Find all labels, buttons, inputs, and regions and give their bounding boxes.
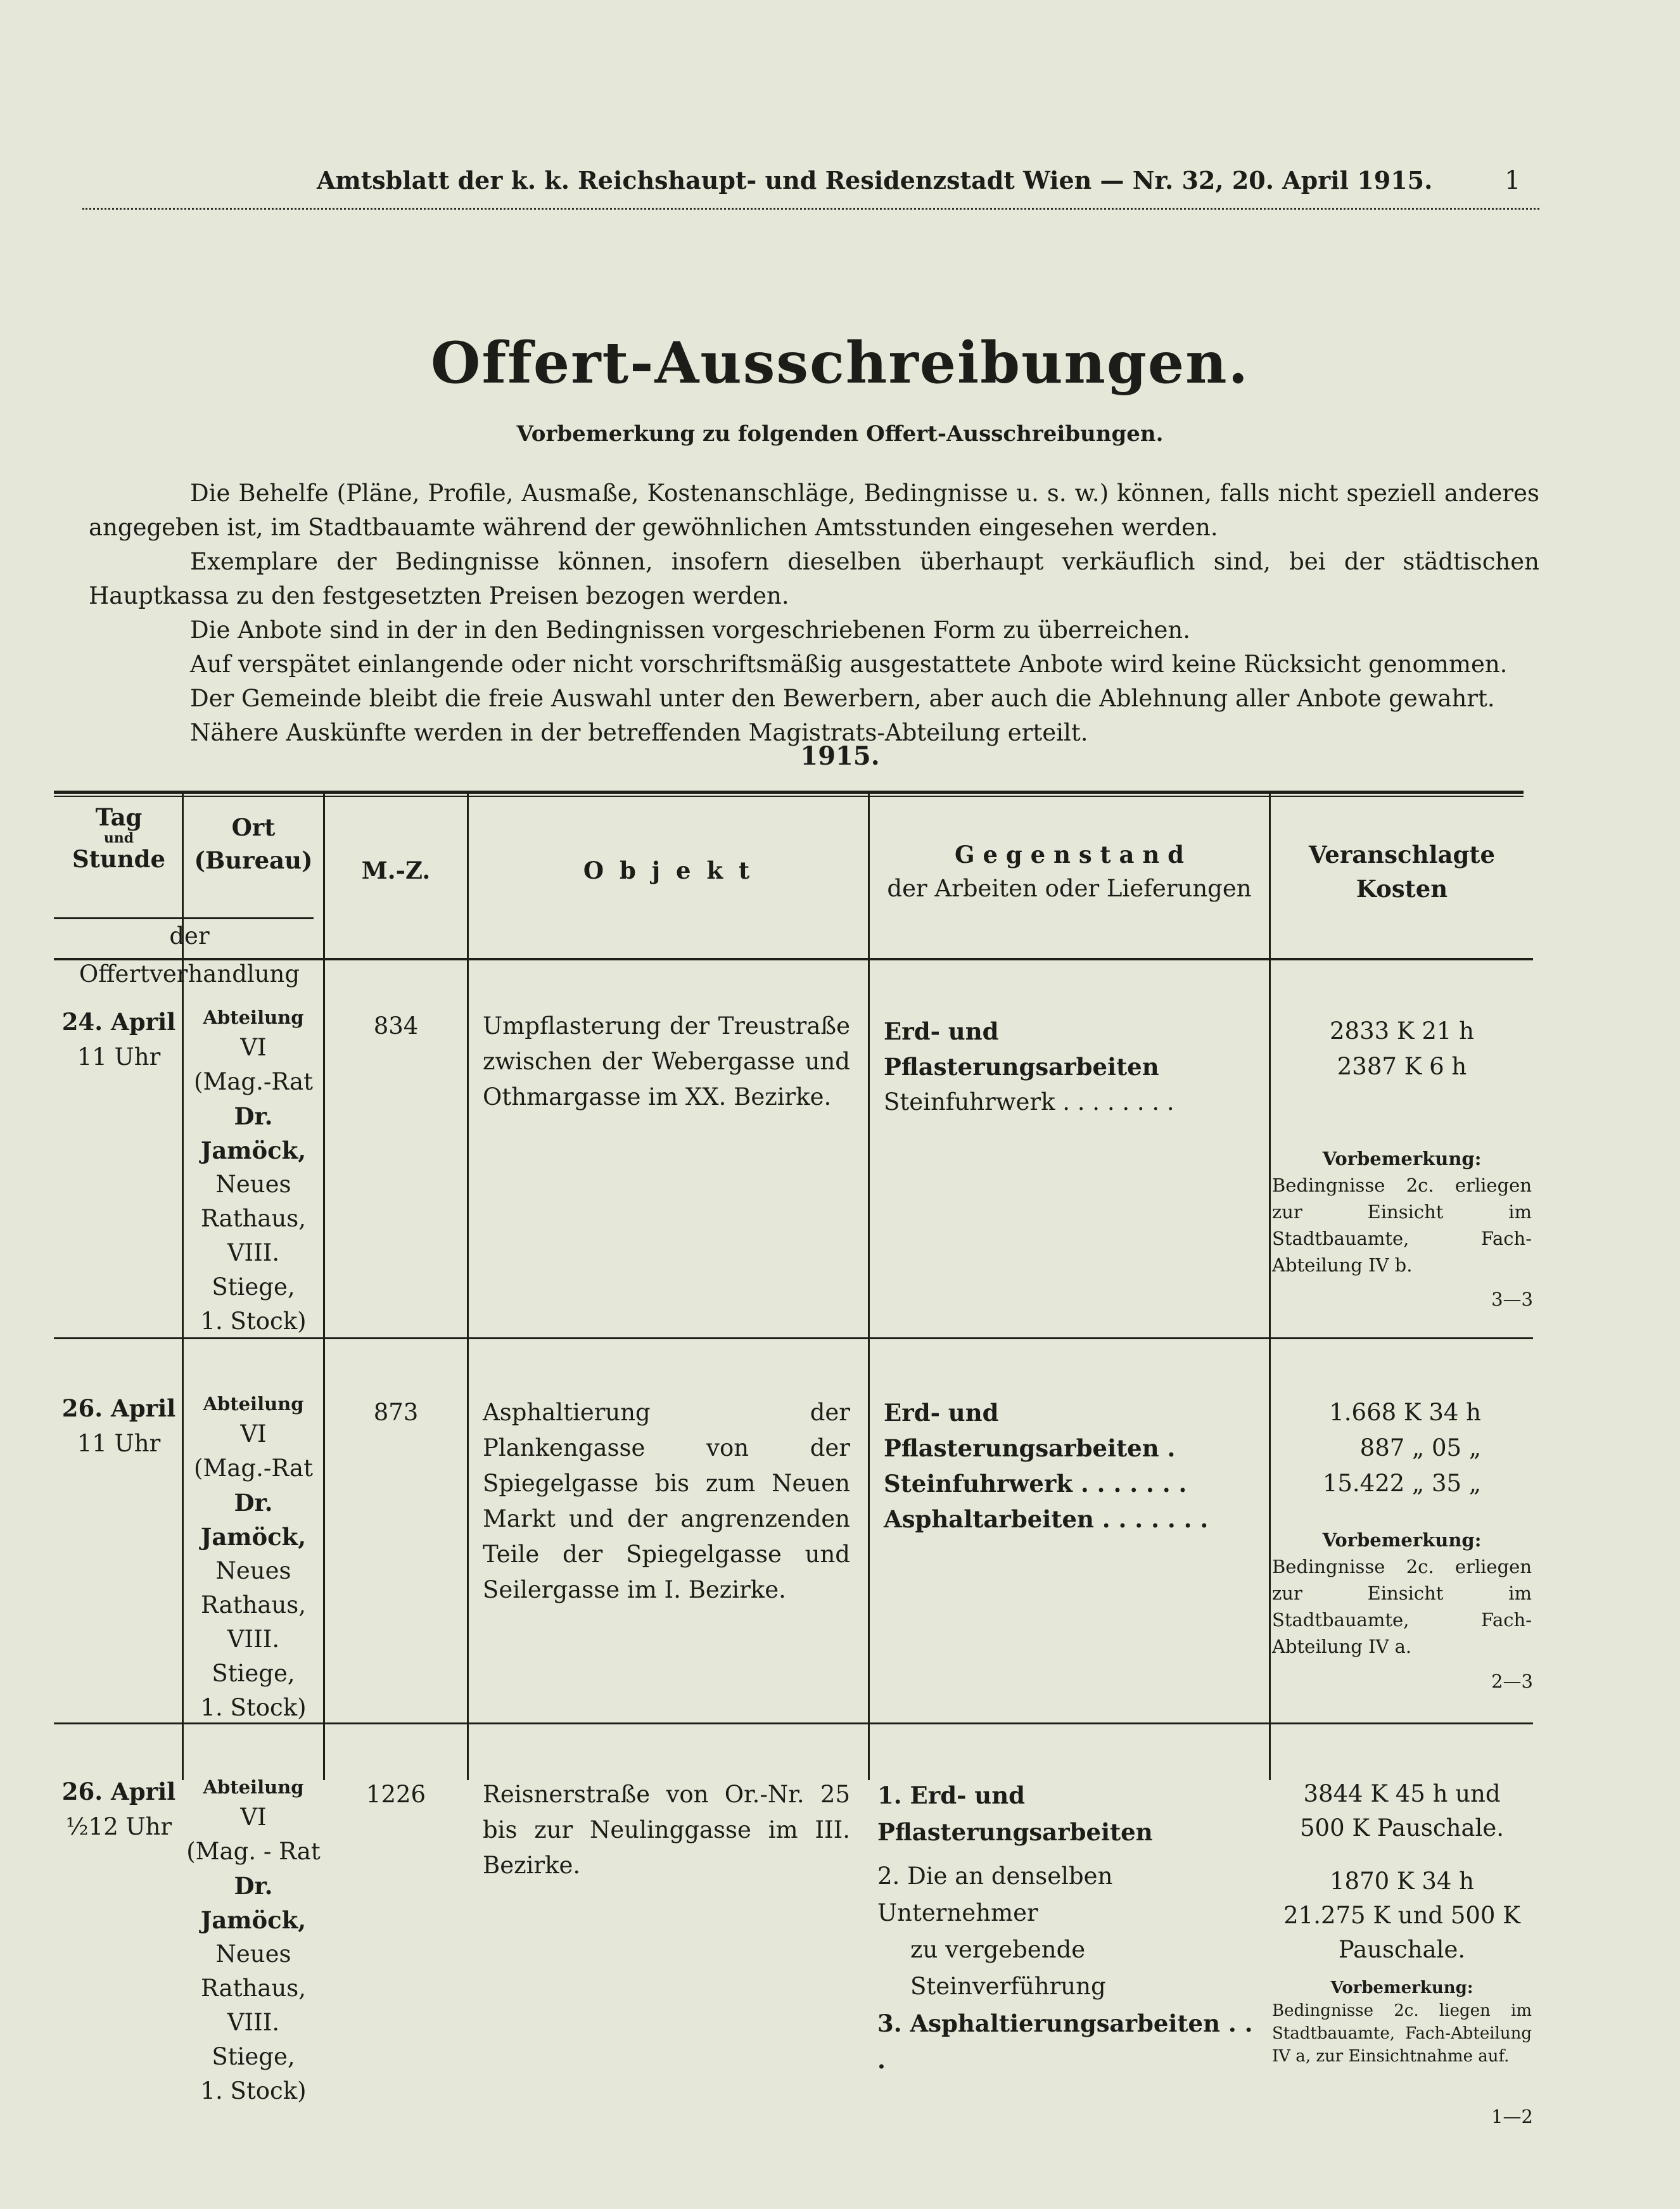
row1-ort-line: Abteilung bbox=[203, 1007, 304, 1028]
page-title: Offert-Ausschreibungen. bbox=[431, 329, 1249, 397]
row1-date: 24. April bbox=[61, 1008, 176, 1036]
table-top-rule-2 bbox=[54, 796, 1524, 797]
row3-cost: 21.275 K und 500 K bbox=[1283, 1902, 1520, 1929]
row1-cost: 2833 K 21 h bbox=[1330, 1017, 1474, 1045]
intro-paragraph: Nähere Auskünfte werden in der betreffenden Magistrats-Abteilung erteilt. bbox=[190, 719, 1088, 746]
row3-vorbemerkung-title: Vorbemerkung: bbox=[1330, 1978, 1473, 1997]
row3-item: zu vergebende Steinverführung bbox=[910, 1936, 1106, 2000]
row2-ort-line: Abteilung bbox=[203, 1393, 304, 1415]
row2-ort-line: VIII. bbox=[227, 1626, 280, 1653]
row3-ort-line: Rathaus, bbox=[200, 1975, 307, 2002]
row3-tag bbox=[57, 1774, 181, 1845]
row2-cost: 15.422 „ 35 „ bbox=[1322, 1470, 1481, 1497]
row1-ort-line: Stiege, bbox=[212, 1273, 295, 1301]
row3-cost: 3844 K 45 h und bbox=[1303, 1780, 1501, 1807]
row1-cost: 2387 K 6 h bbox=[1337, 1053, 1467, 1080]
row3-ort-line: (Mag. - Rat bbox=[186, 1838, 321, 1865]
year-heading: 1915. bbox=[800, 741, 880, 771]
row1-item: Erd- und Pflasterungsarbeiten bbox=[884, 1017, 1159, 1081]
column-rule bbox=[323, 792, 325, 1780]
row3-time: ½12 Uhr bbox=[65, 1813, 172, 1840]
row3-date: 26. April bbox=[61, 1778, 176, 1805]
row3-item: 2. Die an denselben Unternehmer bbox=[877, 1862, 1113, 1926]
row1-ort-line: Rathaus, bbox=[200, 1205, 307, 1232]
row2-objekt: Asphaltierung der Plankengasse von der Spiegelgasse bis zum Neuen Markt und der angrenzenden Teile der Spiegelgasse und Seilergasse im I. Bezirke. bbox=[483, 1399, 850, 1603]
row2-ort-line: Stiege, bbox=[212, 1660, 295, 1687]
row3-ort-line: Neues bbox=[215, 1940, 291, 1968]
row1-ort-line: 1. Stock) bbox=[200, 1308, 307, 1335]
header-gegenstand bbox=[871, 837, 1268, 906]
row2-ref: 2—3 bbox=[1491, 1671, 1533, 1692]
row1-time: 11 Uhr bbox=[77, 1043, 161, 1071]
row1-ort bbox=[185, 1004, 322, 1339]
header-ort-bureau bbox=[185, 811, 322, 877]
row3-gegenstand bbox=[877, 1777, 1261, 2078]
row1-vorbemerkung-title: Vorbemerkung: bbox=[1322, 1148, 1482, 1169]
row3-ort bbox=[185, 1774, 322, 2108]
row3-ort-line: 1. Stock) bbox=[200, 2077, 307, 2104]
page-number: 1 bbox=[1505, 166, 1521, 195]
row2-ort-line: Rathaus, bbox=[200, 1591, 307, 1619]
row1-vorbemerkung-text: Bedingnisse 2c. erliegen zur Einsicht im Stadtbauamte, Fach-Abteilung IV b. bbox=[1272, 1175, 1532, 1276]
intro-paragraph: Die Behelfe (Pläne, Profile, Ausmaße, Kostenanschläge, Bedingnisse u. s. w.) können, falls nicht speziell anderes angegeben ist, im Stadtbauamte während der gewöhnlichen Amtsstunden eingesehen werden. bbox=[89, 480, 1539, 541]
header-tag: Tag bbox=[95, 803, 143, 831]
row3-ort-line: Abteilung bbox=[203, 1776, 304, 1798]
row1-gegenstand bbox=[884, 1014, 1257, 1120]
subtitle: Vorbemerkung zu folgenden Offert-Ausschreibungen. bbox=[516, 421, 1164, 447]
row3-cost: Pauschale. bbox=[1338, 1936, 1466, 1963]
column-rule bbox=[1269, 792, 1271, 1780]
row2-kosten bbox=[1272, 1395, 1481, 1501]
row1-item: Steinfuhrwerk . . . . . . . . bbox=[884, 1088, 1174, 1116]
row2-ort-line: 1. Stock) bbox=[200, 1694, 307, 1721]
row2-ort-line: VI bbox=[240, 1420, 267, 1448]
intro-paragraph: Exemplare der Bedingnisse können, insofern dieselben überhaupt verkäuflich sind, bei der städtischen Hauptkassa zu den festgesetzten Preisen bezogen werden. bbox=[89, 548, 1539, 609]
row2-date: 26. April bbox=[61, 1394, 176, 1422]
table-top-rule bbox=[54, 791, 1524, 794]
row2-item: Erd- und Pflasterungsarbeiten . bbox=[884, 1399, 1176, 1462]
header-ort: Ort bbox=[231, 813, 276, 841]
header-kosten-2: Kosten bbox=[1356, 875, 1448, 903]
row2-vorbemerkung bbox=[1272, 1527, 1532, 1660]
header-gegenstand-title: G e g e n s t a n d bbox=[954, 841, 1185, 869]
row1-ort-line: VI bbox=[240, 1034, 267, 1061]
row3-ort-line: VIII. bbox=[227, 2009, 280, 2036]
header-stunde: Stunde bbox=[72, 845, 166, 873]
header-tag-stunde bbox=[57, 805, 181, 872]
row1-objekt: Umpflasterung der Treustraße zwischen der Webergasse und Othmargasse im XX. Bezirke. bbox=[483, 1012, 850, 1111]
row3-ort-line: Stiege, bbox=[212, 2043, 295, 2070]
row3-item: 1. Erd- und Pflasterungsarbeiten bbox=[877, 1781, 1153, 1846]
column-rule bbox=[868, 792, 870, 1780]
row2-tag bbox=[57, 1391, 181, 1461]
row1-ort-line: (Mag.-Rat bbox=[194, 1068, 313, 1095]
header-kosten-1: Veranschlagte bbox=[1308, 841, 1495, 869]
row2-cost: 887 „ 05 „ bbox=[1359, 1434, 1481, 1461]
header-kosten bbox=[1272, 837, 1532, 906]
row2-item: Steinfuhrwerk . . . . . . . bbox=[884, 1470, 1187, 1498]
row2-cost: 1.668 K 34 h bbox=[1329, 1399, 1481, 1426]
row2-mz: 873 bbox=[373, 1399, 419, 1426]
row3-item: 3. Asphaltierungsarbeiten . . . bbox=[877, 2009, 1253, 2074]
row2-time: 11 Uhr bbox=[77, 1430, 161, 1457]
row3-mz: 1226 bbox=[366, 1781, 426, 1808]
row3-kosten bbox=[1272, 1777, 1532, 1967]
row3-ort-line: Dr. Jamöck, bbox=[200, 1872, 307, 1934]
row3-vorbemerkung bbox=[1272, 1977, 1532, 2068]
row2-gegenstand bbox=[884, 1395, 1257, 1537]
row3-ort-line: VI bbox=[240, 1804, 267, 1831]
header-gegenstand-sub: der Arbeiten oder Lieferungen bbox=[887, 875, 1252, 902]
row3-vorbemerkung-text: Bedingnisse 2c. liegen im Stadtbauamte, Fach-Abteilung IV a, zur Einsichtnahme auf. bbox=[1272, 2001, 1532, 2066]
intro-paragraph: Die Anbote sind in der in den Bedingnissen vorgeschriebenen Form zu überreichen. bbox=[190, 616, 1190, 644]
header-rule bbox=[82, 208, 1539, 216]
row1-vorbemerkung bbox=[1272, 1145, 1532, 1278]
row2-ort-line: (Mag.-Rat bbox=[194, 1455, 313, 1482]
row3-objekt: Reisnerstraße von Or.-Nr. 25 bis zur Neulinggasse im III. Bezirke. bbox=[483, 1781, 850, 1879]
row1-ort-line: Dr. Jamöck, bbox=[200, 1102, 307, 1164]
header-objekt: O b j e k t bbox=[583, 856, 754, 884]
row2-vorbemerkung-title: Vorbemerkung: bbox=[1322, 1529, 1482, 1551]
row1-mz: 834 bbox=[373, 1012, 419, 1040]
row3-cost: 1870 K 34 h bbox=[1330, 1868, 1474, 1895]
column-rule bbox=[467, 792, 469, 1780]
row3-ref: 1—2 bbox=[1491, 2106, 1533, 2127]
header-und: und bbox=[103, 830, 134, 846]
intro-paragraph: Der Gemeinde bleibt die freie Auswahl unter den Bewerbern, aber auch die Ablehnung aller Anbote gewahrt. bbox=[190, 685, 1495, 712]
running-header: Amtsblatt der k. k. Reichshaupt- und Residenzstadt Wien — Nr. 32, 20. April 1915. bbox=[317, 166, 1433, 194]
row2-ort bbox=[185, 1391, 322, 1725]
row1-kosten bbox=[1272, 1014, 1532, 1085]
row3-cost: 500 K Pauschale. bbox=[1300, 1814, 1504, 1842]
row1-tag bbox=[57, 1004, 181, 1075]
header-bureau: (Bureau) bbox=[194, 846, 313, 874]
header-verhandlung: der Offertverhandlung bbox=[79, 922, 300, 988]
row2-ort-line: Neues bbox=[215, 1557, 291, 1584]
row2-vorbemerkung-text: Bedingnisse 2c. erliegen zur Einsicht im Stadtbauamte, Fach-Abteilung IV a. bbox=[1272, 1556, 1532, 1657]
row1-ref: 3—3 bbox=[1491, 1289, 1533, 1310]
row1-ort-line: Neues bbox=[215, 1171, 291, 1198]
row2-ort-line: Dr. Jamöck, bbox=[200, 1489, 307, 1551]
intro-paragraph: Auf verspätet einlangende oder nicht vorschriftsmäßig ausgestattete Anbote wird keine Rücksicht genommen. bbox=[190, 651, 1508, 678]
row1-ort-line: VIII. bbox=[227, 1239, 280, 1266]
intro-text bbox=[89, 476, 1539, 750]
row2-item: Asphaltarbeiten . . . . . . . bbox=[884, 1505, 1209, 1533]
header-mz: M.-Z. bbox=[361, 856, 431, 884]
